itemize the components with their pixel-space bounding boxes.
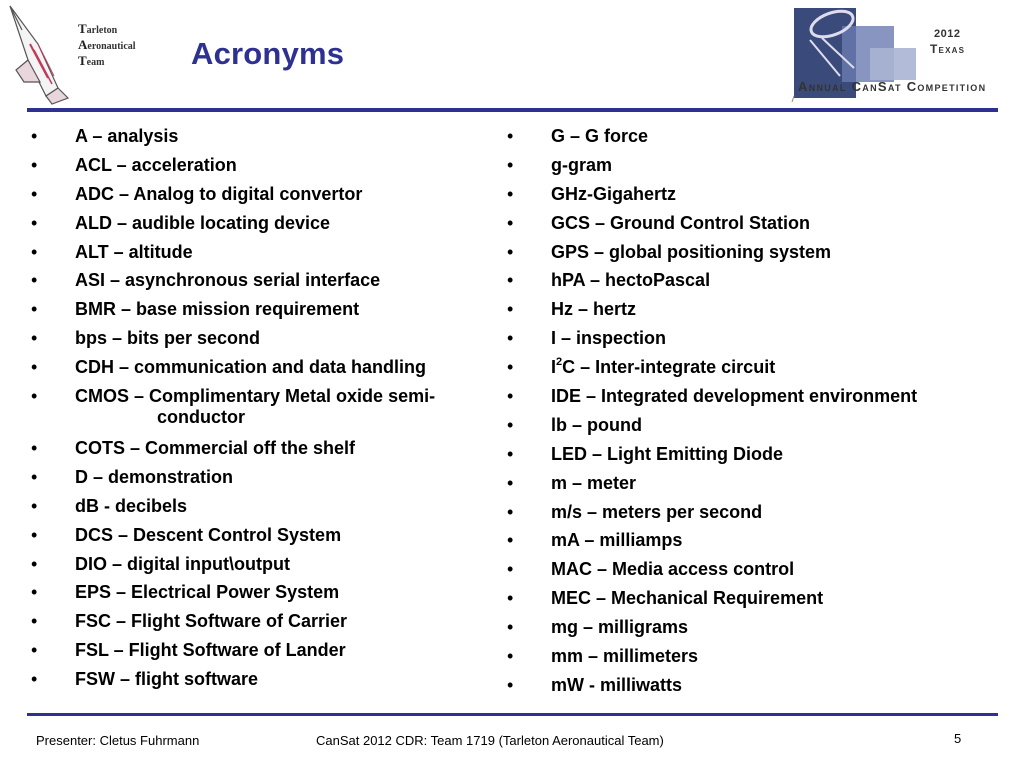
acronym-text: G – G force [551,126,649,146]
acronym-text: CMOS – Complimentary Metal oxide semi- [75,386,436,407]
bullet: • [31,270,38,291]
acronym-text: g-gram [551,154,613,175]
team-logo-text [78,22,136,70]
list-item [30,326,490,355]
bullet: • [31,582,38,603]
bullet: • [31,611,38,632]
team-letter-t: T [78,21,87,36]
bullet: • [507,443,514,464]
bullet: • [507,212,514,233]
acronym-text: FSC – Flight Software of Carrier [75,611,348,632]
list-item [506,673,986,702]
acronym-text: ALD – audible locating device [75,212,331,233]
acronym-text: COTS – Commercial off the shelf [75,438,356,459]
slide-title: Acronyms [191,36,345,71]
bullet: • [507,126,514,146]
acronym-list-right [506,124,986,702]
acronym-text: hPA – hectoPascal [551,270,711,291]
bullet: • [507,154,514,175]
list-item [506,297,986,326]
acronym-text: I – inspection [551,328,667,349]
acronym-text: ADC – Analog to digital convertor [75,183,363,204]
list-item [30,355,490,384]
list-item [30,153,490,182]
acronym-text: m – meter [551,472,637,493]
list-item [506,557,986,586]
bullet: • [31,669,38,690]
list-item [30,638,490,667]
list-item [30,211,490,240]
list-item [506,615,986,644]
team-letter-a: A [78,37,88,52]
bullet: • [31,386,38,407]
acronym-text: bps – bits per second [75,328,261,349]
bullet: • [507,414,514,435]
acronym-text: EPS – Electrical Power System [75,582,340,603]
list-item [506,586,986,615]
list-item [30,240,490,269]
team-letter-t2: T [78,53,87,68]
acronym-list-left [30,124,490,696]
list-item [506,182,986,211]
acronym-text: ALT – altitude [75,241,193,262]
bullet: • [31,495,38,516]
acronym-text: MAC – Media access control [551,559,795,580]
acronym-text: m/s – meters per second [551,501,763,522]
list-item [506,355,986,384]
acronym-text: DCS – Descent Control System [75,524,342,545]
acronym-text-continued: conductor [157,407,245,428]
bullet: • [507,617,514,638]
list-item [30,552,490,581]
header-divider [27,108,998,112]
acronym-rest: C – Inter-integrate circuit [562,357,776,378]
bullet: • [507,299,514,320]
acronym-text: dB - decibels [75,495,188,516]
list-item [30,609,490,638]
list-item [30,580,490,609]
acronym-text: GCS – Ground Control Station [551,212,810,233]
acronym-text: mA – milliamps [551,530,683,551]
acronym-text: ASI – asynchronous serial interface [75,270,381,291]
list-item [506,124,986,153]
list-item [506,326,986,355]
list-item [506,442,986,471]
footer-divider [27,713,998,716]
bullet: • [31,183,38,204]
bullet: • [31,212,38,233]
superscript-2: 2 [556,356,563,369]
bullet: • [31,357,38,378]
bullet: • [507,501,514,522]
acronym-text: mW - milliwatts [551,674,683,695]
acronym-text: lb – pound [551,414,642,435]
bullet: • [507,241,514,262]
bullet: • [31,328,38,349]
list-item [506,500,986,529]
bullet: • [507,270,514,291]
acronym-text: mg – milligrams [551,617,689,638]
list-item [30,182,490,211]
bullet: • [507,386,514,407]
bullet: • [507,559,514,580]
bullet: • [31,438,38,459]
list-item [506,528,986,557]
competition-state: Texas [930,42,966,56]
acronym-text: GPS – global positioning system [551,241,832,262]
competition-name: Annual CanSat Competition [798,79,987,94]
acronym-text: Hz – hertz [551,299,637,320]
list-item [30,523,490,552]
page-number: 5 [954,731,962,746]
bullet: • [507,357,514,378]
bullet: • [507,328,514,349]
team-word-2: eronautical [87,41,136,52]
list-item [30,494,490,523]
list-item [30,465,490,494]
acronym-text [551,357,775,377]
bullet: • [31,126,38,146]
team-word-3: eam [86,57,105,68]
list-item [506,153,986,182]
list-item [506,240,986,269]
list-item [30,436,490,465]
footer-presenter: Presenter: Cletus Fuhrmann [36,733,200,748]
acronym-text: mm – millimeters [551,646,699,667]
list-item [506,211,986,240]
bullet: • [31,154,38,175]
acronym-text: ACL – acceleration [75,154,237,175]
acronym-text: MEC – Mechanical Requirement [551,588,824,609]
bullet: • [507,472,514,493]
acronym-text: FSW – flight software [75,669,259,690]
acronym-i: I [551,357,557,378]
list-item [506,384,986,413]
list-item [30,297,490,326]
acronym-text: LED – Light Emitting Diode [551,443,783,464]
acronym-text: DIO – digital input\output [75,553,290,574]
list-item [30,384,490,436]
acronym-text: A – analysis [75,126,179,146]
list-item [506,471,986,500]
list-item [506,268,986,297]
bullet: • [507,674,514,695]
acronym-text: IDE – Integrated development environment [551,386,918,407]
list-item [506,413,986,442]
list-item [506,644,986,673]
bullet: • [31,466,38,487]
competition-year: 2012 [934,28,961,40]
list-item [30,124,490,153]
bullet: • [507,530,514,551]
bullet: • [31,640,38,661]
list-item [30,667,490,696]
bullet: • [31,524,38,545]
footer-title: CanSat 2012 CDR: Team 1719 (Tarleton Aeronautical Team) [316,733,664,748]
acronym-text: GHz-Gigahertz [551,183,677,204]
list-item [30,268,490,297]
bullet: • [31,553,38,574]
acronym-text: BMR – base mission requirement [75,299,360,320]
acronym-text: FSL – Flight Software of Lander [75,640,346,661]
acronym-text: D – demonstration [75,466,234,487]
team-word-1: arleton [86,25,118,36]
bullet: • [507,588,514,609]
bullet: • [507,646,514,667]
bullet: • [507,183,514,204]
bullet: • [31,299,38,320]
acronym-text: CDH – communication and data handling [75,357,427,378]
bullet: • [31,241,38,262]
